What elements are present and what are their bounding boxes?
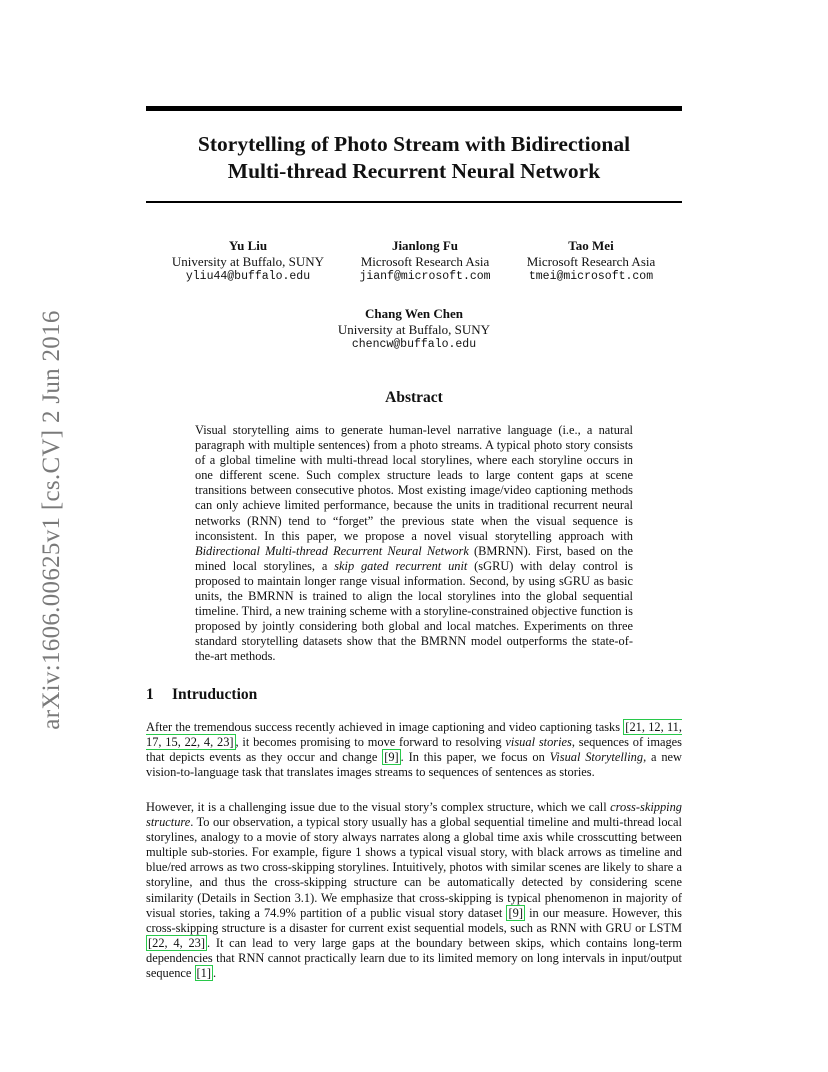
citation-link[interactable]: [1]	[196, 966, 211, 981]
abstract-heading: Abstract	[385, 389, 443, 406]
citation-link[interactable]: 15	[165, 735, 178, 750]
body-text: . It can lead to very large gaps at the boundary between skips, which contains long-term dependencies that RNN cannot practically learn due to its limited memory on long intervals in input/output sequence	[146, 935, 682, 981]
abstract-body	[195, 423, 633, 665]
citation-link[interactable]: 23	[217, 735, 230, 750]
intro-paragraph-2	[146, 800, 682, 981]
body-emph: visual stories	[505, 735, 572, 750]
body-text: After the tremendous success recently achieved in image captioning and video captioning tasks	[146, 720, 624, 734]
citation-link[interactable]: 23	[188, 935, 201, 950]
author-2	[330, 238, 520, 285]
citation-link[interactable]: 22	[184, 735, 197, 750]
author-affiliation: Microsoft Research Asia	[526, 253, 656, 269]
citation-link[interactable]: 21	[629, 720, 642, 734]
author-affiliation: University at Buffalo, SUNY	[171, 253, 325, 269]
author-name: Jianlong Fu	[391, 238, 459, 253]
author-affiliation: University at Buffalo, SUNY	[337, 321, 491, 337]
body-text: , it becomes promising to move forward to resolving	[235, 735, 506, 750]
paper-title	[146, 131, 682, 185]
author-4	[319, 306, 509, 353]
author-name: Tao Mei	[568, 238, 614, 253]
author-name: Yu Liu	[228, 238, 268, 253]
citation-group[interactable]: [22, 4, 23]	[148, 935, 205, 950]
citation-group[interactable]: [21, 12, 11, 17, 15, 22, 4, 23]	[146, 720, 682, 750]
title-rule	[146, 201, 682, 203]
section-heading	[146, 686, 257, 704]
author-name: Chang Wen Chen	[364, 306, 463, 321]
citation-link[interactable]: 4	[173, 935, 180, 950]
author-affiliation: Microsoft Research Asia	[360, 253, 490, 269]
citation-link[interactable]: 12	[648, 720, 661, 734]
body-emph: Visual Storytelling	[549, 750, 644, 765]
intro-paragraph-1	[146, 720, 682, 780]
author-email: chencw@buffalo.edu	[351, 338, 477, 351]
citation-link[interactable]: 11	[666, 720, 679, 734]
citation-number[interactable]: 9	[512, 905, 519, 920]
body-emph: cross-skipping structure	[146, 800, 682, 830]
body-text: However, it is a challenging issue due to the visual story’s complex structure, which we call	[146, 800, 611, 814]
arxiv-stamp-text: arXiv:1606.00625v1 [cs.CV] 2 Jun 2016	[38, 310, 65, 730]
title-line-1: Storytelling of Photo Stream with Bidirectional	[197, 132, 631, 156]
body-text: . In this paper, we focus on	[400, 750, 550, 765]
section-title: Intruduction	[172, 686, 258, 703]
body-text: . To our observation, a typical story usually has a global sequential timeline and multi-thread local storylines, analogy to a movie of story always narrates along a global time axis while crosscutting between multiple sub-stories. For example, figure 1 shows a typical visual story, with black arrows as timeline and blue/red arrows as two cross-skipping storylines. Intuitively, photos with similar scenes are likely to share a storyline, and thus the cross-skipping structure can be automatically detected by considering scene similarity (Details in Section 3.1). We emphasize that cross-skipping is typical phenomenon in majority of visual stories, taking a 74.9% partition of a public visual story dataset	[146, 815, 682, 920]
body-text: , sequences of images that depicts events as they occur and change	[146, 735, 683, 765]
body-text: , a new vision-to-language task that translates images streams to sequences of sentences as stories.	[146, 750, 682, 780]
author-email: tmei@microsoft.com	[528, 270, 654, 283]
author-email: yliu44@buffalo.edu	[185, 270, 311, 283]
top-rule	[146, 106, 682, 111]
citation-link[interactable]: [9]	[508, 905, 523, 920]
citation-link[interactable]: 4	[203, 735, 211, 750]
abstract-text: (BMRNN). First, based on the mined local storylines, a	[195, 543, 634, 573]
body-text: .	[213, 966, 217, 981]
citation-link[interactable]: [9]	[384, 750, 399, 765]
citation-link[interactable]: 22	[152, 935, 165, 950]
author-3	[496, 238, 686, 285]
abstract-emph: skip gated recurrent unit	[334, 558, 468, 573]
citation-number[interactable]: 1	[200, 966, 207, 981]
abstract-text: (sGRU) with delay control is proposed to maintain longer range visual information. Second, by using sGRU as basic units, the BMRNN is trained to align the local storylines into the global sequential timeline. Third, a new training scheme with a storyline-constrained objective function is proposed by jointly considering both global and local matches. Experiments on three standard storytelling datasets show that the BMRNN model outperforms the state-of-the-art methods.	[195, 558, 633, 664]
abstract-text: Visual storytelling aims to generate human-level narrative language (i.e., a natural paragraph with multiple sentences) from a photo streams. A typical photo story consists of a global timeline with multi-thread local storylines, where each storyline occurs in one different scene. Such complex structure leads to large content gaps at scene transitions between consecutive photos. Most existing image/video captioning methods can only achieve limited performance, because the units in traditional recurrent neural networks (RNN) tend to “forget” the previous state when the visual sequence is inconsistent. In this paper, we propose a novel visual storytelling approach with	[195, 423, 633, 543]
citation-number[interactable]: 9	[388, 750, 395, 765]
citation-link[interactable]: 17	[146, 735, 159, 750]
title-line-2: Multi-thread Recurrent Neural Network	[227, 159, 601, 183]
author-email: jianf@microsoft.com	[359, 270, 491, 283]
section-number: 1	[146, 686, 154, 703]
abstract-emph: Bidirectional Multi-thread Recurrent Neural Network	[195, 543, 469, 558]
body-text: in our measure. However, this cross-skipping structure is a disaster for current exist sequential models, such as RNN with GRU or LSTM	[146, 905, 683, 935]
author-1	[153, 238, 343, 285]
